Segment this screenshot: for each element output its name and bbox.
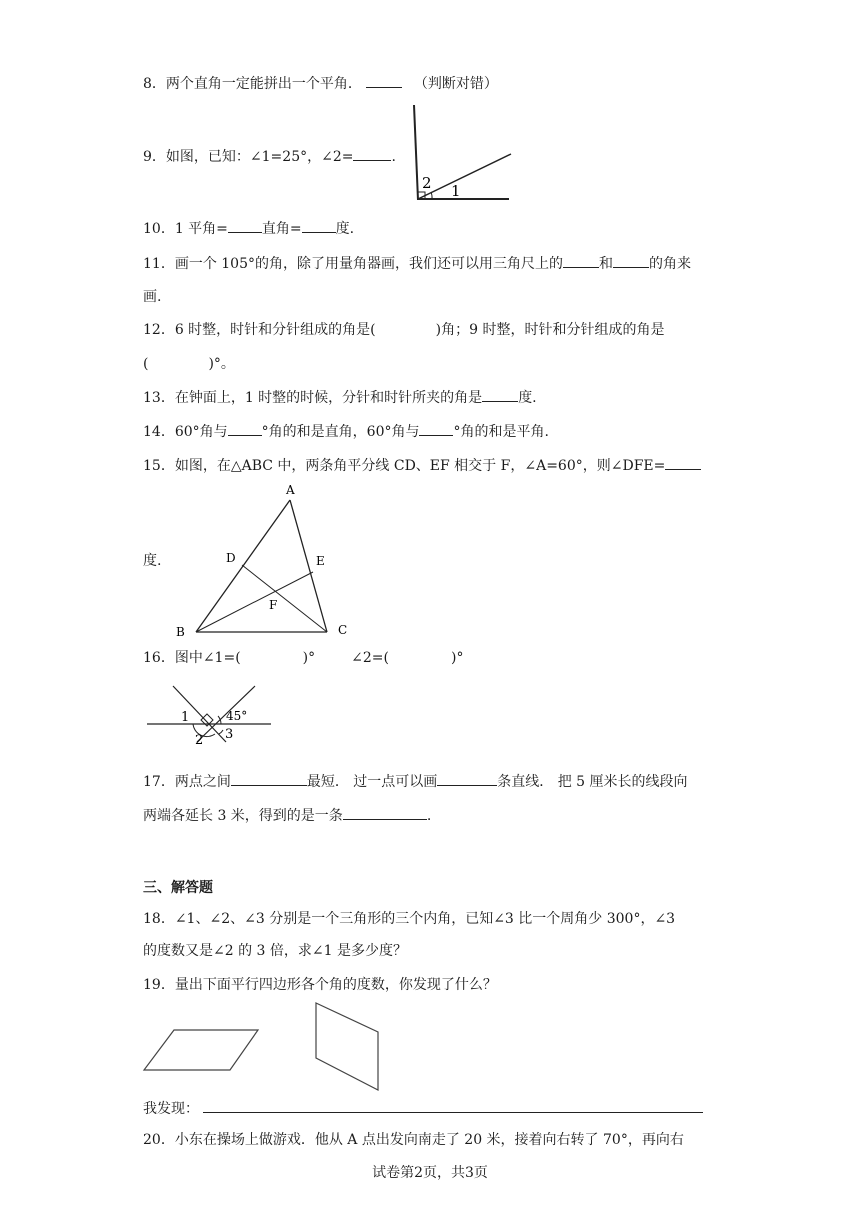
- vertex-label-a: A: [286, 483, 295, 497]
- question-text: 直角=: [261, 221, 302, 237]
- answer-blank[interactable]: [302, 218, 336, 233]
- question-text: 两个直角一定能拼出一个平角．: [165, 76, 362, 92]
- answer-blank[interactable]: [353, 146, 391, 161]
- angle-figure-q9: [405, 102, 520, 206]
- answer-blank[interactable]: [231, 771, 307, 786]
- question-12: [143, 320, 664, 340]
- answer-blank[interactable]: [665, 455, 701, 470]
- angle-label: 2: [195, 733, 204, 748]
- parallelogram-figures-q19: [140, 998, 390, 1094]
- question-14: [143, 421, 549, 442]
- angle-label: 1: [181, 710, 190, 725]
- question-9: [143, 146, 396, 167]
- question-text: .: [426, 808, 432, 824]
- question-number: 8．: [143, 76, 166, 92]
- answer-blank[interactable]: [228, 218, 262, 233]
- question-11: [143, 253, 691, 274]
- question-text: ∠2=(: [351, 650, 389, 666]
- question-text: 量出下面平行四边形各个角的度数，你发现了什么？: [174, 977, 497, 993]
- finding-line: [143, 1098, 703, 1119]
- question-number: 19．: [143, 977, 175, 993]
- answer-blank[interactable]: [437, 771, 497, 786]
- point-label-f: F: [269, 598, 278, 612]
- section-heading: 三、解答题: [143, 880, 213, 896]
- angle-label: 1: [451, 182, 461, 200]
- question-20: [143, 1130, 684, 1150]
- question-number: 16．: [143, 650, 175, 666]
- question-text: 最短． 过一点可以画: [306, 774, 438, 790]
- question-11-continued: [143, 287, 161, 307]
- question-number: 17．: [143, 774, 175, 790]
- question-text: 60°角与: [174, 424, 228, 440]
- question-10: [143, 218, 354, 239]
- question-text: 两端各延长 3 米，得到的是一条: [143, 808, 343, 824]
- question-number: 13．: [143, 390, 175, 406]
- finding-label: 我发现：: [143, 1101, 199, 1117]
- question-text: 度.: [335, 221, 355, 237]
- question-12-continued: [143, 354, 235, 374]
- question-17-continued: [143, 805, 431, 826]
- question-19: [143, 975, 497, 995]
- point-label-e: E: [316, 554, 325, 568]
- question-text: 图中∠1=(: [174, 650, 241, 666]
- question-text: (: [143, 356, 149, 372]
- question-note: （判断对错）: [413, 76, 498, 92]
- answer-blank[interactable]: [613, 253, 649, 268]
- question-18-continued: [143, 941, 407, 961]
- question-text: )°: [450, 650, 464, 666]
- answer-blank[interactable]: [419, 421, 453, 436]
- angle-label: 2: [422, 174, 432, 192]
- question-text: 两点之间: [174, 774, 231, 790]
- punctuation: .: [391, 149, 396, 165]
- question-text: 度.: [518, 390, 537, 406]
- question-text: °角的和是直角，60°角与: [261, 424, 420, 440]
- answer-blank[interactable]: [563, 253, 599, 268]
- question-text: 条直线． 把 5 厘米长的线段向: [497, 774, 688, 790]
- angle-label: 45°: [226, 709, 248, 723]
- question-8: [143, 73, 498, 94]
- question-text: 的度数又是∠2 的 3 倍，求∠1 是多少度？: [143, 943, 407, 959]
- question-text: 如图，已知：∠1=25°，∠2=: [165, 149, 354, 165]
- question-number: 12．: [143, 322, 175, 338]
- question-15-continued: [143, 551, 161, 571]
- question-text: °角的和是平角.: [453, 424, 549, 440]
- question-text: )°。: [208, 356, 235, 372]
- question-text: 1 平角=: [174, 221, 228, 237]
- answer-blank[interactable]: [343, 805, 427, 820]
- answer-blank[interactable]: [366, 73, 402, 88]
- triangle-figure-q15: [170, 478, 360, 642]
- question-text: )°: [302, 650, 316, 666]
- question-text: 如图，在△ABC 中，两条角平分线 CD、EF 相交于 F，∠A=60°，则∠DFE=: [174, 458, 666, 474]
- point-label-d: D: [226, 551, 236, 565]
- question-text: 小东在操场上做游戏．他从 A 点出发向南走了 20 米，接着向右转了 70°，再向右: [174, 1132, 684, 1148]
- question-number: 15．: [143, 458, 175, 474]
- parallelogram-1: [144, 1030, 258, 1070]
- question-text: ∠1、∠2、∠3 分别是一个三角形的三个内角，已知∠3 比一个周角少 300°，∠3: [174, 911, 676, 927]
- question-number: 20．: [143, 1132, 175, 1148]
- question-text: 在钟面上，1 时整的时候，分针和时针所夹的角是: [174, 390, 483, 406]
- vertex-label-c: C: [338, 623, 348, 637]
- question-number: 18．: [143, 911, 175, 927]
- angle-figure-q16: [143, 678, 275, 750]
- question-13: [143, 387, 537, 408]
- question-text: )角；9 时整，时针和分针组成的角是: [435, 322, 665, 338]
- answer-blank[interactable]: [482, 387, 518, 402]
- question-text: 6 时整，时针和分针组成的角是(: [174, 322, 376, 338]
- question-text: 度.: [143, 553, 162, 569]
- question-15: [143, 455, 701, 476]
- angle-label: 3: [225, 727, 234, 742]
- question-text: 和: [599, 256, 613, 272]
- question-18: [143, 909, 675, 929]
- question-16: [143, 648, 463, 668]
- question-text: 画一个 105°的角，除了用量角器画，我们还可以用三角尺上的: [174, 256, 563, 272]
- question-17: [143, 771, 688, 792]
- question-number: 11．: [143, 256, 175, 272]
- question-text: 画.: [143, 289, 162, 305]
- question-number: 9．: [143, 149, 166, 165]
- vertex-label-b: B: [176, 625, 185, 639]
- question-number: 14．: [143, 424, 175, 440]
- parallelogram-2: [316, 1003, 378, 1090]
- finding-answer-blank[interactable]: [203, 1098, 703, 1113]
- question-text: 的角来: [649, 256, 691, 272]
- answer-blank[interactable]: [228, 421, 262, 436]
- question-number: 10．: [143, 221, 175, 237]
- page-footer: 试卷第2页，共3页: [372, 1165, 488, 1181]
